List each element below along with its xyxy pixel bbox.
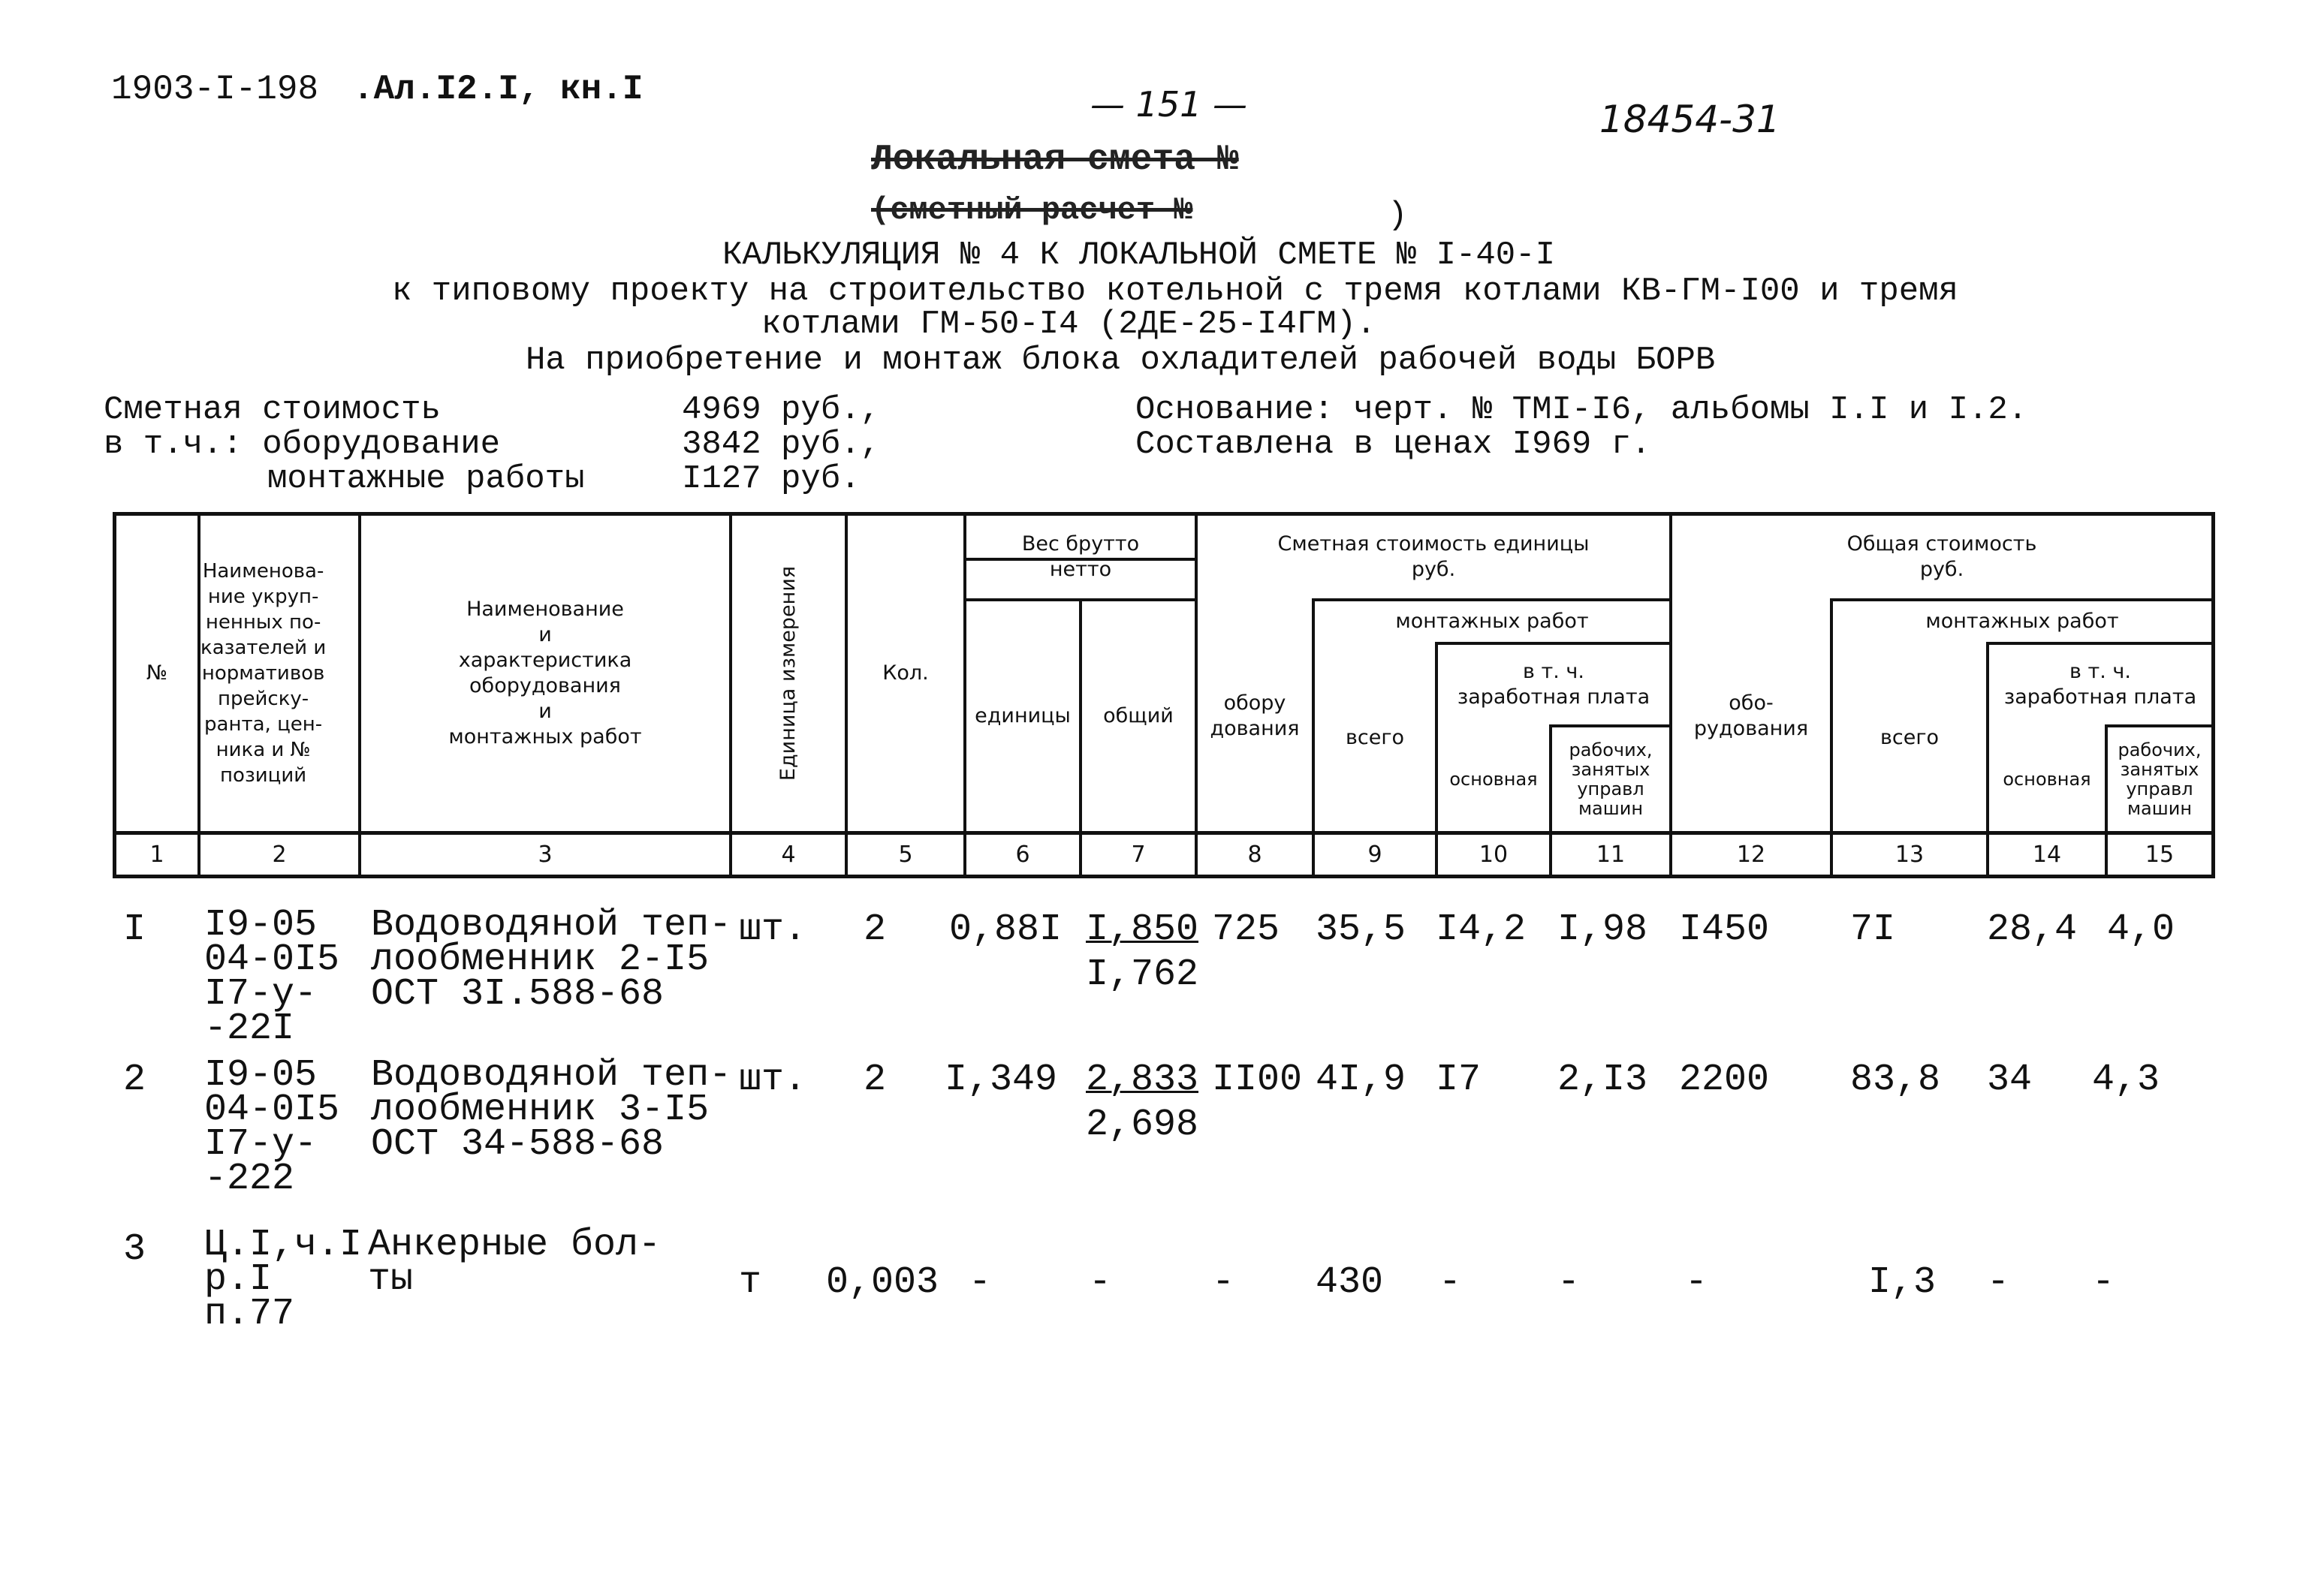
col-number-11: 11 bbox=[1596, 841, 1626, 868]
col-unit-wage-group-header: в т. ч. заработная плата bbox=[1457, 660, 1650, 709]
row-total-equip: - bbox=[1685, 1261, 1708, 1304]
installation-label: монтажные работы bbox=[267, 460, 585, 498]
col-no-header: № bbox=[146, 661, 168, 685]
col-total-group-header: Общая стоимость руб. bbox=[1846, 532, 2037, 581]
row-total-install: 83,8 bbox=[1850, 1058, 1941, 1101]
col-total-install-group-header: монтажных работ bbox=[1925, 610, 2119, 633]
row-weight-total-net: 2,698 bbox=[1086, 1104, 1199, 1146]
col-number-12: 12 bbox=[1736, 841, 1766, 868]
col-total-install-all-header: всего bbox=[1879, 726, 1940, 749]
row-total-machine: 4,0 bbox=[2107, 908, 2175, 951]
row-total-machine: 4,3 bbox=[2092, 1058, 2160, 1101]
table-header bbox=[113, 512, 2215, 878]
row-qty: 2 bbox=[864, 908, 887, 951]
row-unit-install: 430 bbox=[1316, 1261, 1384, 1304]
struck-subtitle-line: (сметный расчет № bbox=[871, 192, 1193, 228]
col-number-7: 7 bbox=[1131, 841, 1146, 868]
col-code-header: Наименова- ние укруп- ненных по- казателей и нормативов прейску- ранта, цен- ника и № позиций bbox=[200, 560, 327, 787]
cost-label: Сметная стоимость bbox=[104, 391, 441, 429]
col-unit-wage-machine-header: рабочих, занятых управл машин bbox=[1569, 739, 1653, 819]
row-unit-install: 4I,9 bbox=[1316, 1058, 1406, 1101]
row-unit-equip: II00 bbox=[1212, 1058, 1303, 1101]
row-no: 3 bbox=[123, 1228, 146, 1271]
document-code: 1903-I-198 bbox=[111, 70, 319, 109]
row-no: I bbox=[123, 908, 146, 951]
row-weight-total-gross: - bbox=[1089, 1261, 1112, 1304]
row-no: 2 bbox=[123, 1058, 146, 1101]
col-number-6: 6 bbox=[1015, 841, 1030, 868]
row-unit: шт. bbox=[739, 908, 807, 951]
calculation-title: КАЛЬКУЛЯЦИЯ № 4 К ЛОКАЛЬНОЙ СМЕТЕ № I-40-I bbox=[722, 236, 1555, 274]
row-unit: т bbox=[739, 1261, 762, 1304]
col-number-5: 5 bbox=[898, 841, 913, 868]
row-total-equip: I450 bbox=[1679, 908, 1770, 951]
row-unit-install: 35,5 bbox=[1316, 908, 1406, 951]
col-name-header: Наименование и характеристика оборудования и монтажных работ bbox=[448, 598, 642, 748]
equipment-label: в т.ч.: оборудование bbox=[104, 426, 501, 463]
row-total-wage: 34 bbox=[1987, 1058, 2033, 1101]
cost-value: 4969 руб., bbox=[682, 391, 881, 429]
col-number-4: 4 bbox=[781, 841, 796, 868]
closing-paren: ) bbox=[1388, 197, 1408, 234]
row-code: Ц.I,ч.I р.I п.77 bbox=[204, 1224, 363, 1336]
col-total-wage-main-header: основная bbox=[2003, 769, 2091, 790]
row-total-wage: 28,4 bbox=[1987, 908, 2078, 951]
project-title-line-3: На приобретение и монтаж блока охладителей рабочей воды БОРВ bbox=[526, 342, 1716, 379]
row-total-install: 7I bbox=[1850, 908, 1896, 951]
col-total-wage-group-header: в т. ч. заработная плата bbox=[2003, 660, 2197, 709]
project-title-line-2: котлами ГМ-50-I4 (2ДЕ-25-I4ГМ). bbox=[761, 306, 1376, 343]
col-unit-install-group-header: монтажных работ bbox=[1395, 610, 1589, 633]
row-total-install: I,3 bbox=[1868, 1261, 1937, 1304]
equipment-value: 3842 руб., bbox=[682, 426, 881, 463]
col-number-2: 2 bbox=[272, 841, 287, 868]
row-weight-unit: I,349 bbox=[945, 1058, 1058, 1101]
col-number-13: 13 bbox=[1895, 841, 1925, 868]
row-qty: 0,003 bbox=[826, 1261, 939, 1304]
col-number-15: 15 bbox=[2145, 841, 2175, 868]
col-unit-wage-main-header: основная bbox=[1449, 769, 1538, 790]
installation-value: I127 руб. bbox=[682, 460, 861, 498]
col-unit-install-all-header: всего bbox=[1345, 726, 1405, 749]
col-total-wage-machine-header: рабочих, занятых управл машин bbox=[2118, 739, 2202, 819]
row-qty: 2 bbox=[864, 1058, 887, 1101]
row-unit-machine: 2,I3 bbox=[1557, 1058, 1648, 1101]
archive-number: 18454-31 bbox=[1599, 98, 1780, 141]
col-weight-group-header: Вес брутто нетто bbox=[1021, 532, 1140, 581]
col-number-14: 14 bbox=[2032, 841, 2062, 868]
row-total-wage: - bbox=[1987, 1261, 2010, 1304]
row-unit: шт. bbox=[739, 1058, 807, 1101]
album-reference: .Ал.I2.I, кн.I bbox=[353, 70, 644, 109]
row-unit-equip: 725 bbox=[1212, 908, 1280, 951]
row-weight-total-net: I,762 bbox=[1086, 953, 1199, 996]
row-name: Водоводяной теп- лообменник 3-I5 ОСТ 34-588-68 bbox=[371, 1054, 732, 1166]
row-name: Водоводяной теп- лообменник 2-I5 ОСТ 3I.588-68 bbox=[371, 904, 732, 1016]
col-unit-equip-header: обору дования bbox=[1210, 691, 1300, 740]
row-total-equip: 2200 bbox=[1679, 1058, 1770, 1101]
col-number-9: 9 bbox=[1367, 841, 1382, 868]
row-weight-total-gross: 2,833 bbox=[1086, 1058, 1199, 1101]
col-weight-total-header: общий bbox=[1103, 704, 1174, 727]
row-total-machine: - bbox=[2092, 1261, 2115, 1304]
col-number-8: 8 bbox=[1247, 841, 1262, 868]
row-weight-unit: 0,88I bbox=[949, 908, 1063, 951]
row-unit-machine: - bbox=[1557, 1261, 1581, 1304]
row-weight-total-gross: I,850 bbox=[1086, 908, 1199, 951]
col-unit-header: Единица измерения bbox=[776, 565, 800, 781]
struck-title-line: Локальная смета № bbox=[871, 140, 1239, 180]
row-unit-wage: - bbox=[1439, 1261, 1462, 1304]
col-weight-unit-header: единицы bbox=[975, 704, 1071, 727]
row-unit-equip: - bbox=[1212, 1261, 1235, 1304]
row-code: I9-05 04-0I5 I7-у- -22I bbox=[204, 904, 340, 1050]
project-title-line-1: к типовому проекту на строительство котельной с тремя котлами КВ-ГМ-I00 и тремя bbox=[392, 273, 1958, 310]
row-code: I9-05 04-0I5 I7-у- -222 bbox=[204, 1054, 340, 1200]
prices-text: Составлена в ценах I969 г. bbox=[1135, 426, 1651, 463]
col-unit-cost-group-header: Сметная стоимость единицы руб. bbox=[1277, 532, 1590, 581]
row-unit-wage: I4,2 bbox=[1436, 908, 1527, 951]
col-number-10: 10 bbox=[1479, 841, 1509, 868]
row-unit-wage: I7 bbox=[1436, 1058, 1482, 1101]
row-weight-unit: - bbox=[969, 1261, 992, 1304]
row-unit-machine: I,98 bbox=[1557, 908, 1648, 951]
page-number: — 151 — bbox=[1090, 84, 1248, 125]
col-qty-header: Кол. bbox=[882, 661, 929, 685]
col-number-1: 1 bbox=[149, 841, 164, 868]
row-name: Анкерные бол- ты bbox=[368, 1224, 662, 1301]
col-total-equip-header: обо- рудования bbox=[1693, 691, 1809, 740]
basis-text: Основание: черт. № ТМI-I6, альбомы I.I и I.2. bbox=[1135, 391, 2028, 429]
col-number-3: 3 bbox=[538, 841, 553, 868]
